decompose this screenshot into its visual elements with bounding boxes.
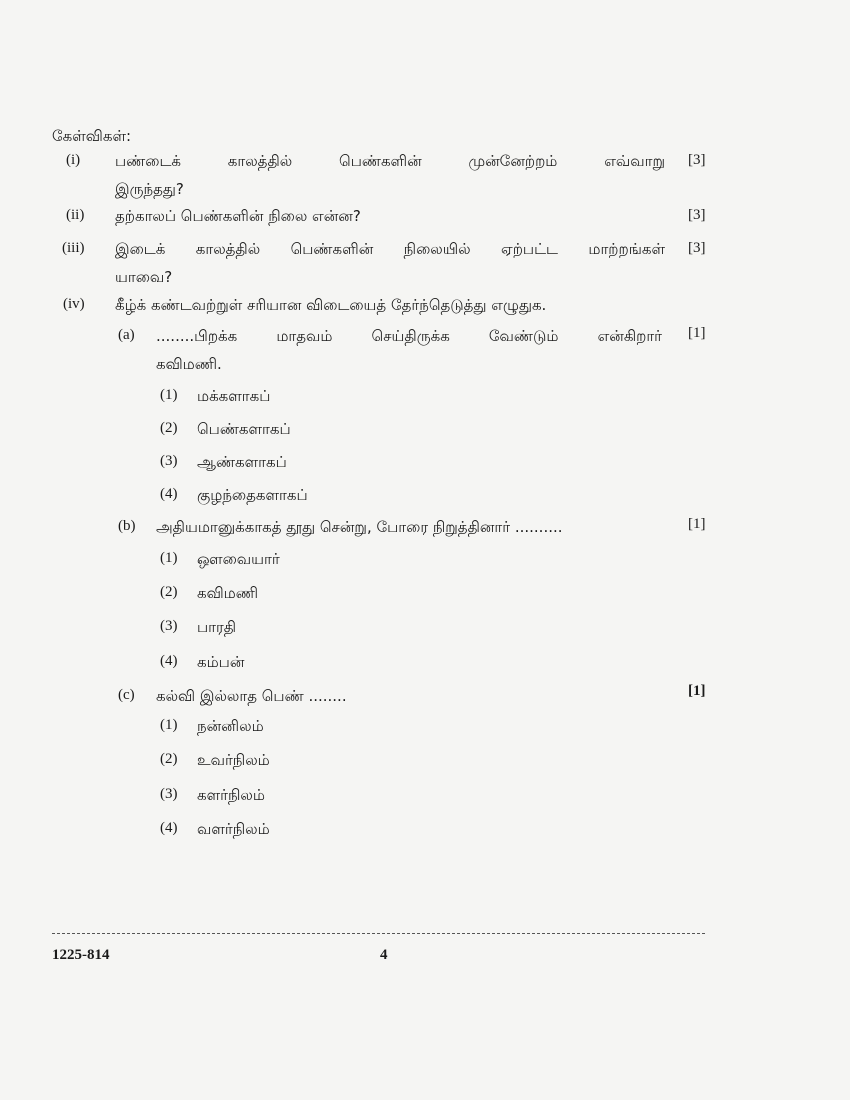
option-number: (4) xyxy=(160,486,178,502)
option-text: களர்நிலம் xyxy=(197,786,265,804)
option-text: கவிமணி xyxy=(197,584,259,602)
subquestion-text: கல்வி இல்லாத பெண் ........ xyxy=(156,687,347,705)
marks-badge: [3] xyxy=(688,152,706,168)
subquestion-label: (c) xyxy=(118,687,135,703)
option-number: (2) xyxy=(160,420,178,436)
question-text: தற்காலப் பெண்களின் நிலை என்ன? xyxy=(115,207,361,225)
option-text: மக்களாகப் xyxy=(197,387,271,405)
option-number: (1) xyxy=(160,550,178,566)
option-number: (2) xyxy=(160,584,178,600)
questions-heading: கேள்விகள்: xyxy=(52,127,132,145)
option-number: (2) xyxy=(160,751,178,767)
question-text: பண்டைக் காலத்தில் பெண்களின் முன்னேற்றம் எவ்வாறு xyxy=(115,152,665,170)
option-text: பெண்களாகப் xyxy=(197,420,291,438)
question-text: இடைக் காலத்தில் பெண்களின் நிலையில் ஏற்பட்ட மாற்றங்கள் xyxy=(115,240,665,258)
marks-badge: [3] xyxy=(688,240,706,256)
option-number: (3) xyxy=(160,453,178,469)
subquestion-label: (b) xyxy=(118,518,136,534)
question-number: (iv) xyxy=(63,296,85,312)
option-text: நன்னிலம் xyxy=(197,717,264,735)
option-text: கம்பன் xyxy=(197,653,245,671)
question-number: (i) xyxy=(66,152,81,168)
question-number: (iii) xyxy=(62,240,85,256)
paper-code: 1225-814 xyxy=(52,947,110,963)
option-text: பாரதி xyxy=(197,618,237,636)
subquestion-text: ........பிறக்க மாதவம் செய்திருக்க வேண்டும் என்கிறார் xyxy=(156,327,662,345)
option-number: (3) xyxy=(160,786,178,802)
question-text: கீழ்க் கண்டவற்றுள் சரியான விடையைத் தேர்ந்தெடுத்து எழுதுக. xyxy=(115,296,547,314)
subquestion-text: அதியமானுக்காகத் தூது சென்று, போரை நிறுத்தினார் .......... xyxy=(156,518,563,536)
page-number: 4 xyxy=(380,947,388,963)
option-number: (4) xyxy=(160,820,178,836)
marks-badge: [1] xyxy=(688,325,706,341)
option-text: ஆண்களாகப் xyxy=(197,453,287,471)
subquestion-text-cont: கவிமணி. xyxy=(156,355,222,373)
option-number: (1) xyxy=(160,717,178,733)
option-number: (1) xyxy=(160,387,178,403)
option-number: (3) xyxy=(160,618,178,634)
marks-badge: [3] xyxy=(688,207,706,223)
marks-badge: [1] xyxy=(688,683,706,699)
option-text: வளர்நிலம் xyxy=(197,820,270,838)
option-text: குழந்தைகளாகப் xyxy=(197,486,308,504)
marks-badge: [1] xyxy=(688,516,706,532)
option-text: உவர்நிலம் xyxy=(197,751,270,769)
option-text: ஔவையார் xyxy=(197,550,280,568)
option-number: (4) xyxy=(160,653,178,669)
question-number: (ii) xyxy=(66,207,85,223)
question-text-cont: யாவை? xyxy=(115,268,173,286)
question-text-cont: இருந்தது? xyxy=(115,180,184,198)
footer-divider xyxy=(52,933,705,934)
subquestion-label: (a) xyxy=(118,327,135,343)
